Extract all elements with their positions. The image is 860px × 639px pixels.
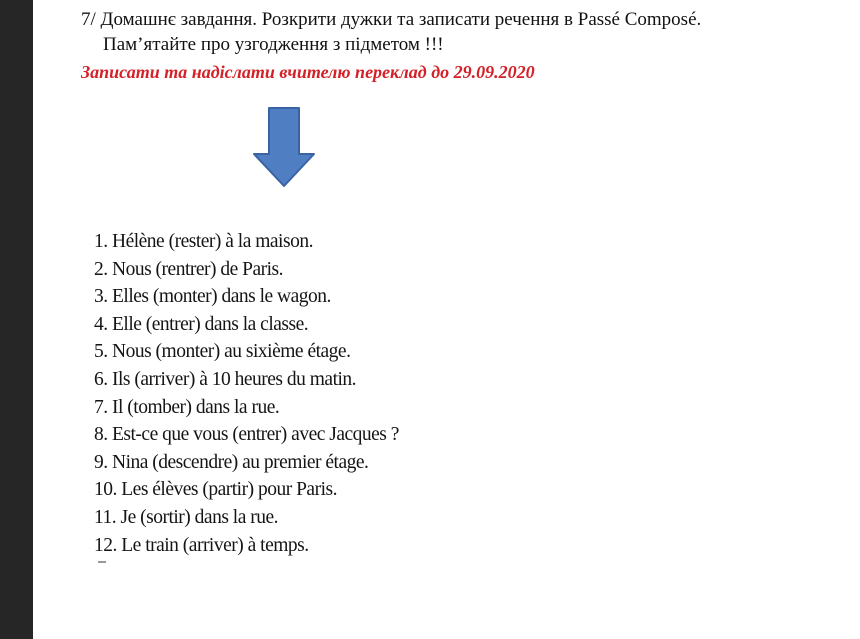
exercise-item: 2. Nous (rentrer) de Paris.	[94, 258, 284, 280]
exercise-item: 8. Est-ce que vous (entrer) avec Jacques ?	[94, 424, 399, 446]
exercise-item: 10. Les élèves (partir) pour Paris.	[94, 479, 337, 501]
exercise-item: 9. Nina (descendre) au premier étage.	[94, 451, 369, 473]
document-page	[33, 0, 860, 639]
scan-artifact	[98, 561, 106, 563]
exercise-item: 3. Elles (monter) dans le wagon.	[94, 286, 331, 308]
exercise-item: 12. Le train (arriver) à temps.	[94, 534, 309, 556]
arrow-down-icon	[252, 106, 316, 188]
task-reminder: Пам’ятайте про узгодження з підметом !!!	[103, 34, 444, 55]
exercise-item: 11. Je (sortir) dans la rue.	[94, 506, 279, 528]
exercise-item: 6. Ils (arriver) à 10 heures du matin.	[94, 368, 357, 390]
exercise-item: 4. Elle (entrer) dans la classe.	[94, 313, 309, 335]
task-title: 7/ Домашнє завдання. Розкрити дужки та записати речення в Passé Composé.	[81, 9, 702, 30]
exercise-item: 5. Nous (monter) au sixième étage.	[94, 341, 351, 363]
exercise-list	[94, 228, 399, 559]
exercise-item: 1. Hélène (rester) à la maison.	[94, 231, 313, 252]
assignment-deadline-note: Записати та надіслати вчителю переклад до 29.09.2020	[81, 62, 535, 82]
left-dark-margin	[0, 0, 33, 639]
exercise-item: 7. Il (tomber) dans la rue.	[94, 396, 280, 418]
